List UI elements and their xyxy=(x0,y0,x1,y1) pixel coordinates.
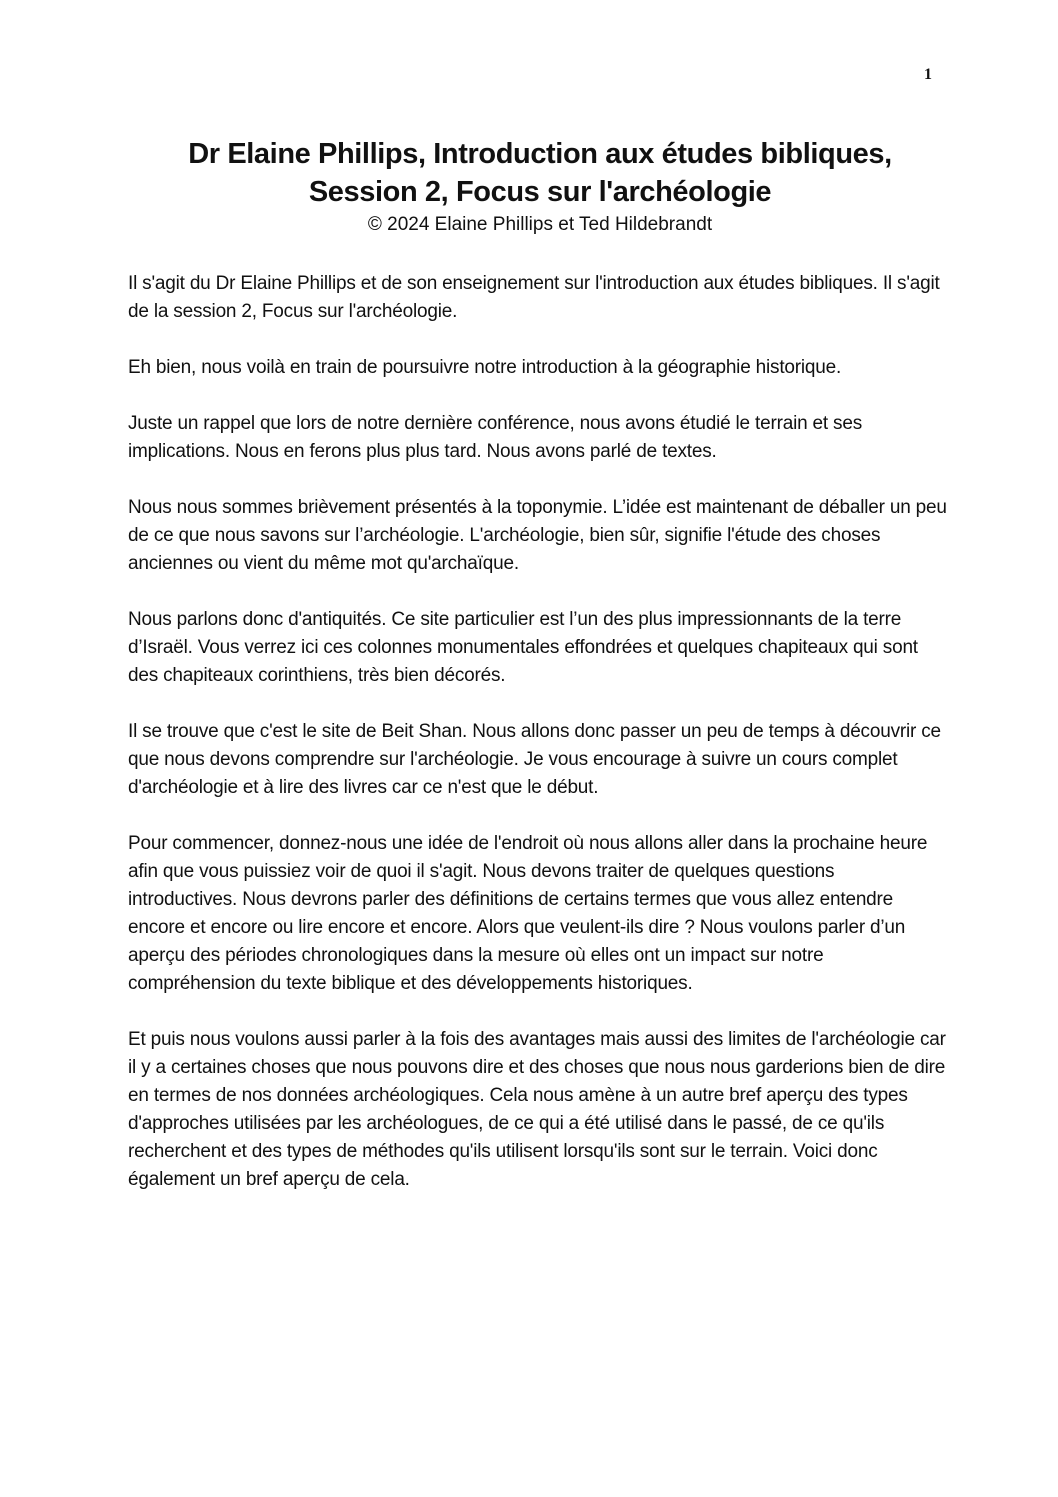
paragraph: Il s'agit du Dr Elaine Phillips et de son enseignement sur l'introduction aux études bibliques. Il s'agit de la session 2, Focus sur l'archéologie. xyxy=(128,273,940,322)
body-text xyxy=(128,270,948,1222)
title-block xyxy=(110,135,970,238)
copyright-notice: © 2024 Elaine Phillips et Ted Hildebrandt xyxy=(367,214,713,235)
paragraph: Juste un rappel que lors de notre dernière conférence, nous avons étudié le terrain et ses implications. Nous en ferons plus plus tard. Nous avons parlé de textes. xyxy=(128,413,863,462)
paragraph: Nous nous sommes brièvement présentés à la toponymie. L’idée est maintenant de déballer un peu de ce que nous savons sur l’archéologie. L'archéologie, bien sûr, signifie l'étude des choses anciennes ou vient du même mot qu'archaïque. xyxy=(128,497,947,574)
paragraph: Eh bien, nous voilà en train de poursuivre notre introduction à la géographie historique. xyxy=(128,357,842,378)
paragraph: Il se trouve que c'est le site de Beit Shan. Nous allons donc passer un peu de temps à découvrir ce que nous devons comprendre sur l'archéologie. Je vous encourage à suivre un cours complet d'archéologie et à lire des livres car ce n'est que le début. xyxy=(128,721,941,798)
paragraph: Et puis nous voulons aussi parler à la fois des avantages mais aussi des limites de l'archéologie car il y a certaines choses que nous pouvons dire et des choses que nous nous garderions bien de dire en termes de nos données archéologiques. Cela nous amène à un autre bref aperçu des types d'approches utilisées par les archéologues, de ce qui a été utilisé dans le passé, de ce qu'ils recherchent et des types de méthodes qu'ils utilisent lorsqu'ils sont sur le terrain. Voici donc également un bref aperçu de cela. xyxy=(128,1029,946,1190)
document-title-line-1: Dr Elaine Phillips, Introduction aux études bibliques, xyxy=(188,138,892,170)
page-number: 1 xyxy=(924,66,932,83)
paragraph: Nous parlons donc d'antiquités. Ce site particulier est l’un des plus impressionnants de la terre d’Israël. Vous verrez ici ces colonnes monumentales effondrées et quelques chapiteaux qui sont des chapiteaux corinthiens, très bien décorés. xyxy=(128,609,918,686)
paragraph: Pour commencer, donnez-nous une idée de l'endroit où nous allons aller dans la prochaine heure afin que vous puissiez voir de quoi il s'agit. Nous devons traiter de quelques questions introductives. Nous devrons parler des définitions de certains termes que vous allez entendre encore et encore ou lire encore et encore. Alors que veulent-ils dire ? Nous voulons parler d’un aperçu des périodes chronologiques dans la mesure où elles ont un impact sur notre compréhension du texte biblique et des développements historiques. xyxy=(128,833,928,994)
document-title-line-2: Session 2, Focus sur l'archéologie xyxy=(308,176,772,208)
